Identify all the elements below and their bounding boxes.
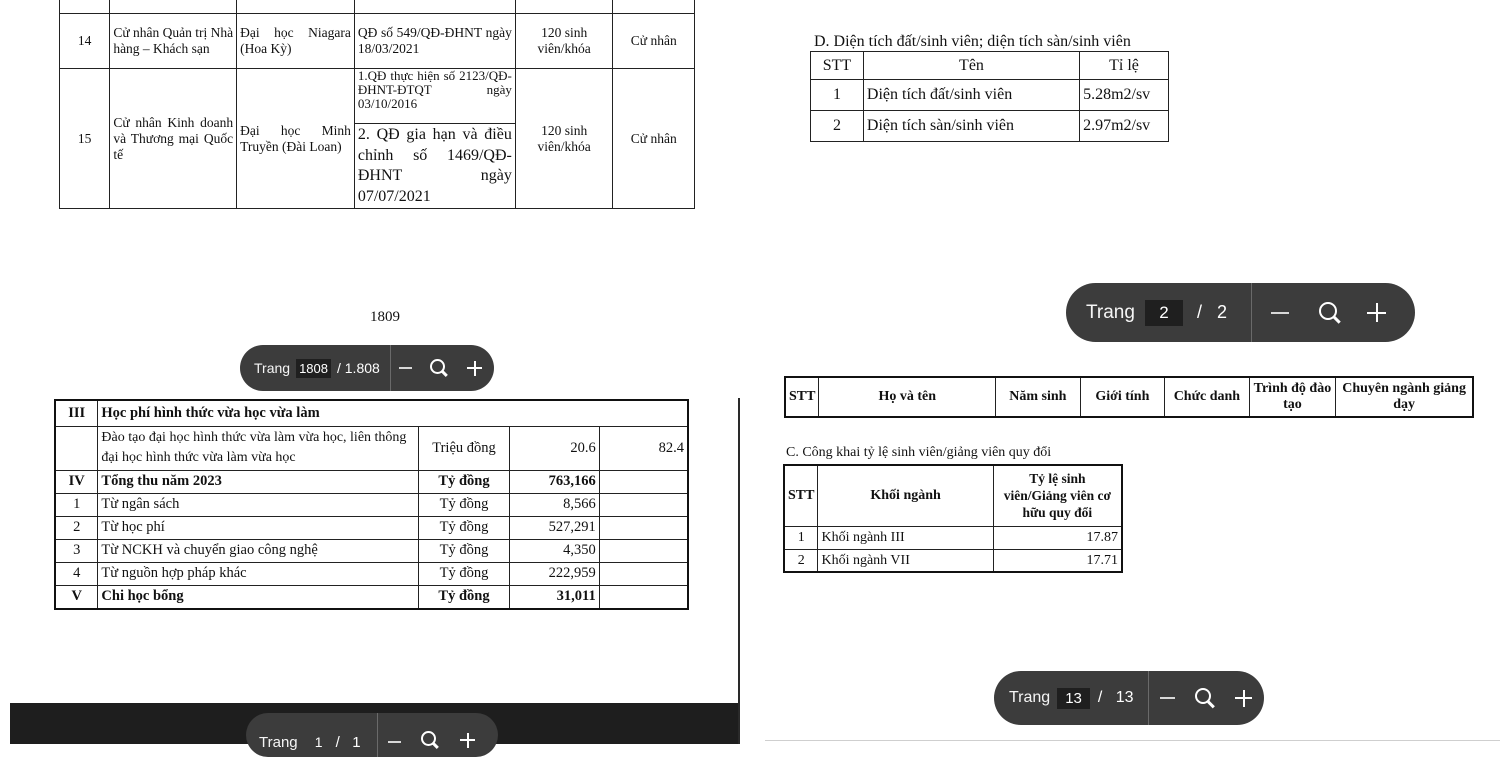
row-value: [599, 539, 688, 562]
table-row: [55, 585, 688, 609]
degree: Cử nhân: [613, 14, 695, 69]
page-total: / 1: [335, 733, 361, 751]
row-number: [55, 426, 98, 470]
table-header-row: [785, 377, 1473, 417]
table-row: [55, 470, 688, 493]
quota: 120 sinh viên/khóa: [515, 14, 613, 69]
row-number: 1: [55, 493, 98, 516]
page-total: / 1.808: [336, 360, 380, 376]
row-name: Học phí hình thức vừa học vừa làm: [98, 400, 688, 426]
row-name: Từ NCKH và chuyển giao công nghệ: [98, 539, 419, 562]
column-header: Chức danh: [1165, 377, 1250, 417]
zoom-out-button[interactable]: [1252, 283, 1308, 342]
zoom-out-button[interactable]: [391, 345, 421, 391]
row-value: 4,350: [509, 539, 599, 562]
page-number-input[interactable]: 13: [1057, 688, 1090, 709]
zoom-icon: [1318, 301, 1342, 325]
row-number: 2: [811, 111, 864, 142]
decision-text: 1.QĐ thực hiện số 2123/QĐ-ĐHNT-ĐTQT ngày 03/10/2016: [357, 69, 512, 111]
table-row: [60, 69, 695, 209]
partner-university: Đại học Niagara (Hoa Kỳ): [237, 14, 355, 69]
row-number: 2: [55, 516, 98, 539]
table-row: [811, 111, 1169, 142]
ratio-table: [783, 464, 1123, 573]
page-label: Trang: [1009, 689, 1051, 706]
row-value: 222,959: [509, 562, 599, 585]
row-value: 31,011: [509, 585, 599, 609]
row-number: 3: [55, 539, 98, 562]
row-number: 4: [55, 562, 98, 585]
page-edge-line: [765, 740, 1500, 741]
row-number: IV: [55, 470, 98, 493]
row-value: 82.4: [658, 439, 684, 456]
column-header: Tỉ lệ: [1080, 52, 1169, 80]
page-label: Trang: [259, 733, 298, 751]
column-header: Khối ngành: [818, 465, 993, 526]
table-row: [784, 549, 1122, 572]
area-table: [810, 51, 1169, 142]
minus-icon: [388, 741, 401, 743]
page-total: / 2: [1196, 302, 1227, 322]
table-row: [784, 526, 1122, 549]
row-value: 5.28m2/sv: [1080, 80, 1169, 111]
column-header: Năm sinh: [996, 377, 1081, 417]
row-number: 15: [60, 69, 110, 209]
column-header: Trình độ đào tạo: [1249, 377, 1336, 417]
row-number: 1: [811, 80, 864, 111]
table-row: [60, 14, 695, 69]
minus-icon: [1160, 697, 1175, 699]
row-name: Từ ngân sách: [98, 493, 419, 516]
page-number-input[interactable]: 1808: [296, 359, 331, 378]
page-total: / 13: [1097, 689, 1134, 706]
row-number: 2: [784, 549, 818, 572]
row-value: 527,291: [509, 516, 599, 539]
zoom-in-button[interactable]: [448, 713, 488, 757]
column-header: Tên: [863, 52, 1079, 80]
program-name: Cử nhân Kinh doanh và Thương mại Quốc tế: [110, 69, 237, 209]
row-unit: Tỷ đồng: [419, 585, 510, 609]
row-name: Khối ngành III: [818, 526, 993, 549]
minus-icon: [399, 367, 412, 369]
row-unit: Tỷ đồng: [419, 539, 510, 562]
row-number: V: [55, 585, 98, 609]
column-header: Chuyên ngành giảng dạy: [1336, 377, 1473, 417]
page-label: Trang: [254, 360, 291, 376]
plus-icon: [1235, 690, 1252, 707]
row-value: 17.71: [993, 549, 1122, 572]
pane-divider: [738, 398, 740, 744]
zoom-icon: [1194, 687, 1216, 709]
staff-table: [784, 376, 1474, 418]
row-unit: Tỷ đồng: [419, 516, 510, 539]
zoom-in-button[interactable]: [457, 345, 493, 391]
row-unit: Triệu đồng: [419, 426, 510, 470]
zoom-icon: [429, 358, 449, 378]
decision-text: QĐ số 549/QĐ-ĐHNT ngày 18/03/2021: [354, 14, 515, 69]
row-name: Diện tích đất/sinh viên: [863, 80, 1079, 111]
pdf-toolbar: [994, 671, 1264, 725]
zoom-out-button[interactable]: [378, 713, 412, 757]
row-name: Khối ngành VII: [818, 549, 993, 572]
zoom-in-button[interactable]: [1224, 671, 1264, 725]
row-name: Chi học bổng: [98, 585, 419, 609]
row-unit: Tỷ đồng: [419, 470, 510, 493]
row-number: III: [55, 400, 98, 426]
table-row: [55, 516, 688, 539]
page-number-input[interactable]: 2: [1145, 300, 1183, 326]
row-name: Từ nguồn hợp pháp khác: [98, 562, 419, 585]
row-name: Tổng thu năm 2023: [98, 470, 419, 493]
plus-icon: [1367, 303, 1386, 322]
row-number: 1: [784, 526, 818, 549]
row-number: 14: [60, 14, 110, 69]
zoom-in-button[interactable]: [1352, 283, 1402, 342]
column-header: STT: [785, 377, 819, 417]
zoom-fit-button[interactable]: [1187, 671, 1224, 725]
zoom-fit-button[interactable]: [412, 713, 448, 757]
table-header-row: [811, 52, 1169, 80]
row-name: Diện tích sàn/sinh viên: [863, 111, 1079, 142]
table-header-row: [784, 465, 1122, 526]
partner-university: Đại học Minh Truyền (Đài Loan): [237, 69, 355, 209]
zoom-out-button[interactable]: [1149, 671, 1188, 725]
table-row: [811, 80, 1169, 111]
zoom-fit-button[interactable]: [421, 345, 457, 391]
page-number-input[interactable]: 1: [314, 734, 323, 750]
zoom-fit-button[interactable]: [1308, 283, 1352, 342]
page-number: 1809: [370, 309, 400, 325]
row-value: 2.97m2/sv: [1080, 111, 1169, 142]
row-value: [599, 470, 688, 493]
table-row: [55, 426, 688, 470]
page-label: Trang: [1086, 301, 1135, 323]
ratio-section-title: C. Công khai tỷ lệ sinh viên/giảng viên quy đổi: [786, 445, 1052, 460]
program-name: Cử nhân Quản trị Nhà hàng – Khách sạn: [110, 14, 237, 69]
column-header: STT: [784, 465, 818, 526]
row-name: Từ học phí: [98, 516, 419, 539]
minus-icon: [1271, 312, 1289, 314]
area-section-title: D. Diện tích đất/sinh viên; diện tích sàn/sinh viên: [814, 33, 1131, 50]
pdf-toolbar: [240, 345, 494, 391]
zoom-icon: [420, 730, 440, 750]
plus-icon: [467, 361, 482, 376]
row-value: 8,566: [509, 493, 599, 516]
quota: 120 sinh viên/khóa: [515, 69, 613, 209]
row-value: [599, 493, 688, 516]
degree: Cử nhân: [613, 69, 695, 209]
plus-icon: [460, 733, 475, 748]
decision-cell: [354, 69, 515, 209]
row-value: 17.87: [993, 526, 1122, 549]
row-value: [599, 585, 688, 609]
table-row: [55, 493, 688, 516]
decision-extension-text: 2. QĐ gia hạn và điều chỉnh số 1469/QĐ-ĐHNT ngày 07/07/2021: [355, 123, 515, 208]
row-value: 20.6: [509, 426, 599, 470]
pdf-toolbar: [246, 713, 498, 757]
fees-table: [54, 399, 689, 610]
table-row: [55, 400, 688, 426]
row-value: [599, 562, 688, 585]
column-header: Tỷ lệ sinh viên/Giảng viên cơ hữu quy đổi: [993, 465, 1122, 526]
pdf-toolbar: [1066, 283, 1415, 342]
row-value: [599, 516, 688, 539]
table-row: [55, 539, 688, 562]
row-name: Đào tạo đại học hình thức vừa làm vừa học, liên thông đại học hình thức vừa làm vừa học: [98, 426, 419, 470]
column-header: Giới tính: [1080, 377, 1165, 417]
row-unit: Tỷ đồng: [419, 493, 510, 516]
column-header: Họ và tên: [819, 377, 996, 417]
table-row: [55, 562, 688, 585]
row-value: 763,166: [509, 470, 599, 493]
column-header: STT: [811, 52, 864, 80]
programs-table: [59, 0, 695, 209]
table-row: [60, 0, 695, 14]
row-unit: Tỷ đồng: [419, 562, 510, 585]
